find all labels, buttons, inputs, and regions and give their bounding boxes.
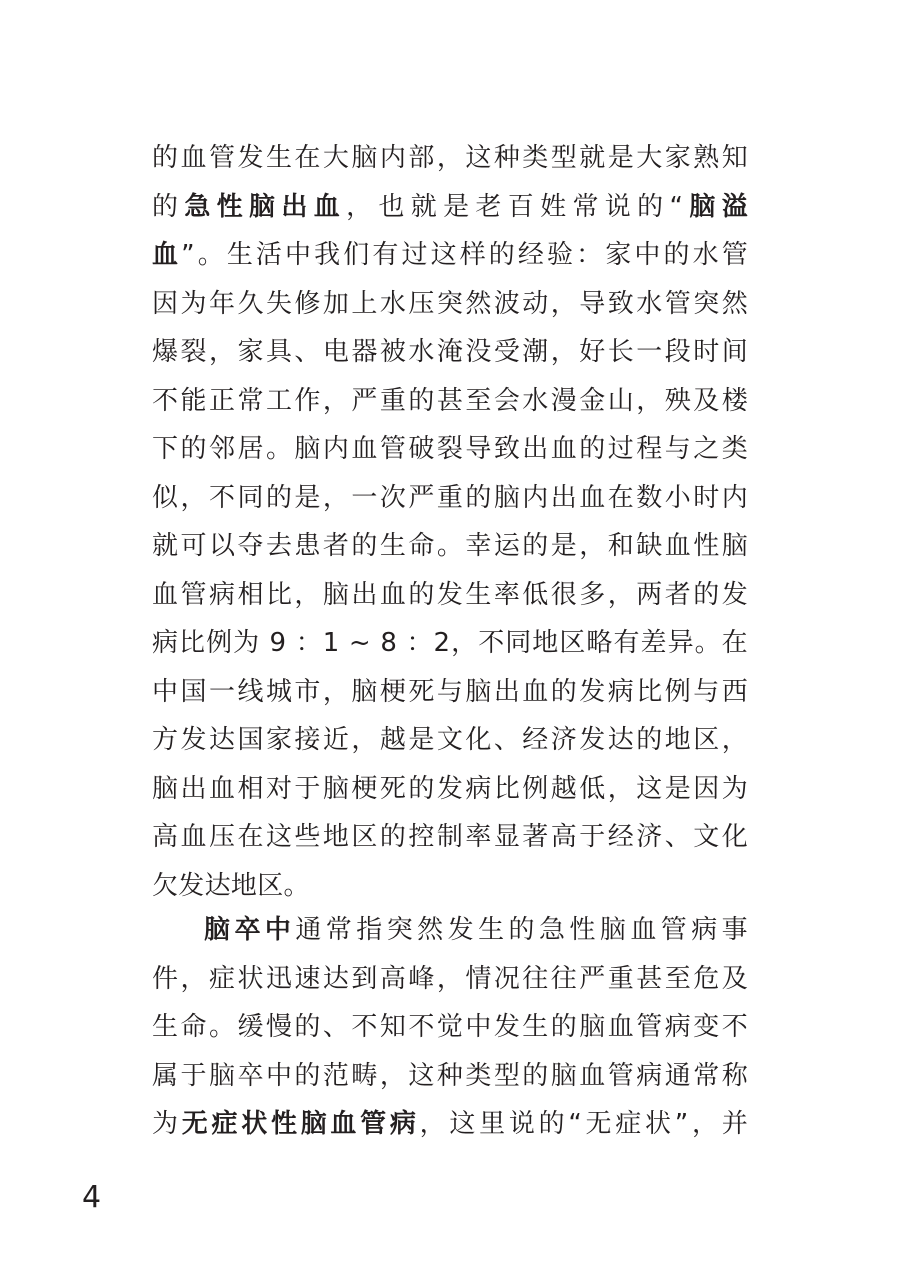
bold-term: 无症状性脑血管病 — [181, 1109, 420, 1139]
text-line: 的血管发生在大脑内部，这种类型就是大家熟知 — [152, 143, 748, 173]
text-line: 件，症状迅速达到高峰，情况往往严重甚至危及 — [152, 963, 748, 994]
text-line: 因为年久失修加上水压突然波动，导致水管突然 — [152, 288, 748, 319]
text-line: 下的邻居。脑内血管破裂导致出血的过程与之类 — [152, 434, 748, 464]
text-line: 生命。缓慢的、不知不觉中发生的脑血管病变不 — [152, 1012, 748, 1042]
text-line: 中国一线城市，脑梗死与脑出血的发病比例与西 — [152, 676, 748, 707]
page-number: 4 — [82, 1180, 102, 1215]
text-line: 血”。生活中我们有过这样的经验：家中的水管 — [152, 240, 748, 270]
text-line: 为无症状性脑血管病，这里说的“无症状”，并 — [152, 1109, 748, 1139]
text-line: 欠发达地区。 — [152, 870, 310, 901]
text-line: 就可以夺去患者的生命。幸运的是，和缺血性脑 — [152, 531, 748, 561]
text-line: 血管病相比，脑出血的发生率低很多，两者的发 — [152, 579, 748, 610]
paragraph-2 — [152, 906, 748, 1149]
text-line: 的急性脑出血，也就是老百姓常说的“脑溢 — [152, 191, 748, 222]
bold-term: 急性脑出血 — [184, 191, 347, 222]
text-line: 高血压在这些地区的控制率显著高于经济、文化 — [152, 822, 748, 852]
text-line: 不能正常工作，严重的甚至会水漫金山，殃及楼 — [152, 385, 748, 416]
bold-term: 脑溢 — [683, 191, 748, 222]
text-line: 似，不同的是，一次严重的脑内出血在数小时内 — [152, 482, 748, 513]
text-line: 脑卒中通常指突然发生的急性脑血管病事 — [204, 915, 748, 945]
text-line: 爆裂，家具、电器被水淹没受潮，好长一段时间 — [152, 337, 748, 367]
paragraph-1 — [152, 134, 748, 910]
bold-term: 脑卒中 — [204, 915, 296, 945]
text-line: 方发达国家接近，越是文化、经济发达的地区， — [152, 725, 748, 755]
text-line: 脑出血相对于脑梗死的发病比例越低，这是因为 — [152, 773, 748, 804]
bold-term: 血 — [152, 240, 182, 270]
text-line: 病比例为 9 ：1 ~ 8 ：2，不同地区略有差异。在 — [152, 628, 748, 658]
text-line: 属于脑卒中的范畴，这种类型的脑血管病通常称 — [152, 1060, 748, 1091]
